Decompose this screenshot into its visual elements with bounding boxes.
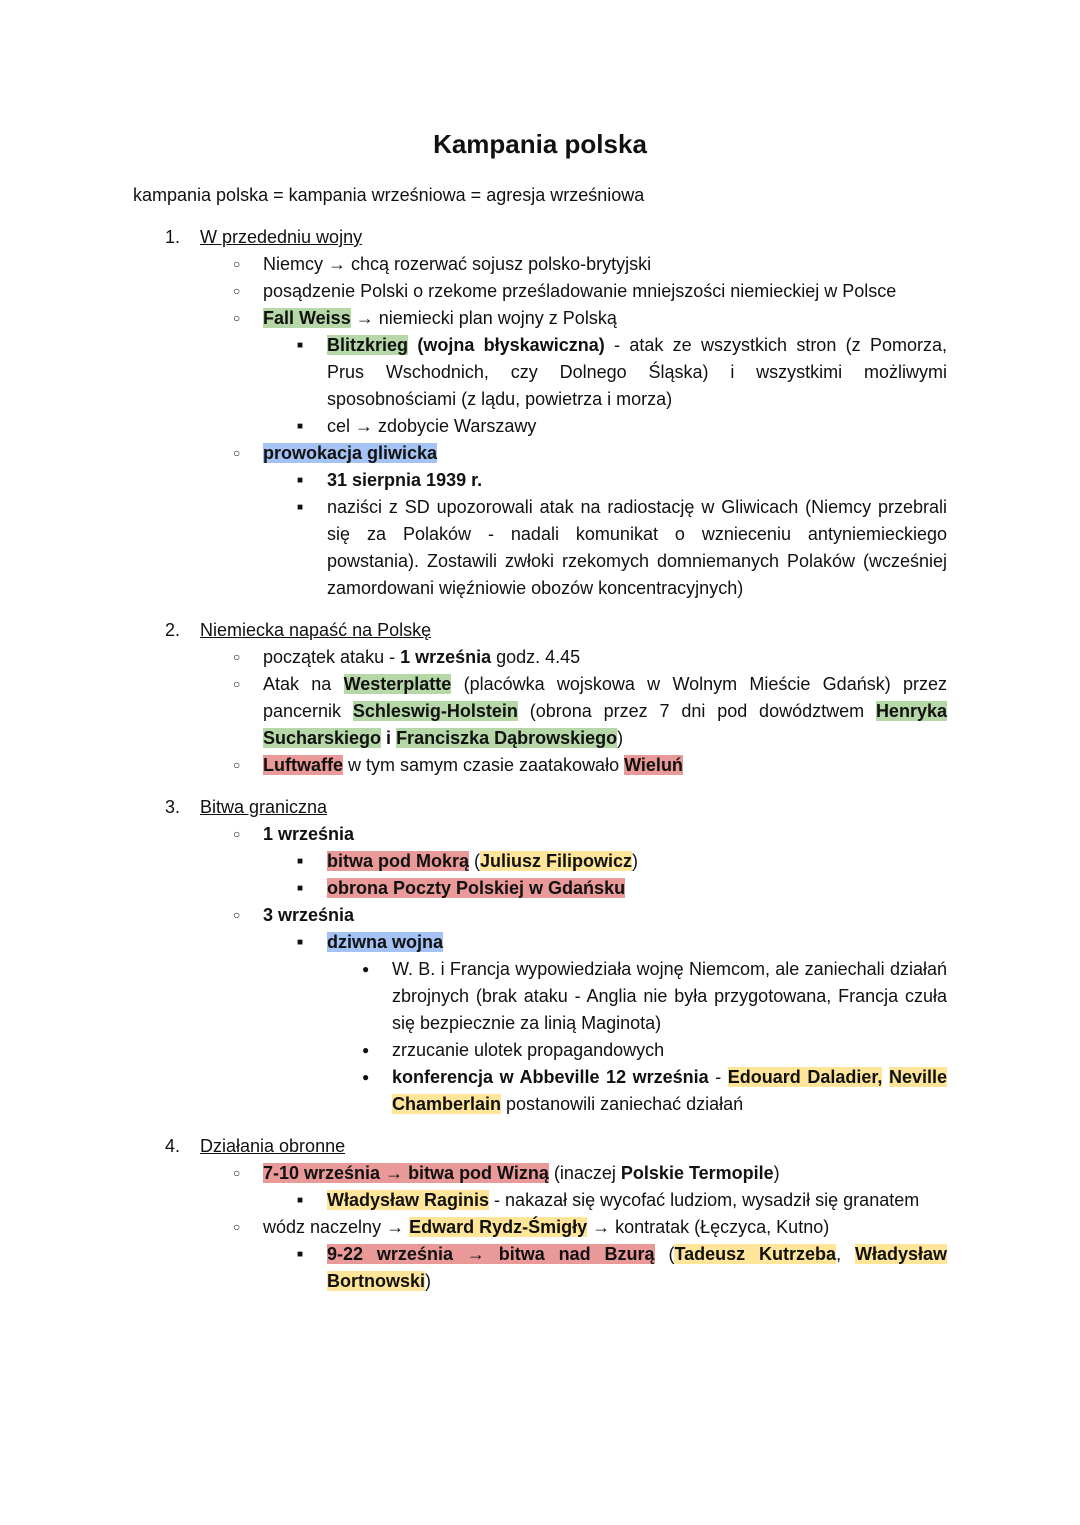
text-run: godz. 4.45	[491, 647, 581, 667]
list-marker: ○	[233, 677, 241, 691]
highlighted-text: Edouard Daladier,	[727, 1067, 883, 1087]
highlighted-text: Blitzkrieg	[327, 335, 409, 355]
text-run: zrzucanie ulotek propagandowych	[392, 1040, 665, 1060]
highlighted-text: dziwna wojna	[327, 932, 444, 952]
item-text	[263, 644, 947, 671]
list-item	[133, 224, 947, 251]
highlighted-text: obrona Poczty Polskiej w Gdańsku	[327, 878, 626, 898]
item-text	[263, 1160, 947, 1187]
item-text	[200, 1133, 947, 1160]
text-run: W. B. i Francja wypowiedziała wojnę Niemcom, ale zaniechali działań zbrojnych (brak ataku - Anglia nie była przygotowana, Francja czuła się bezpiecznie za linią Maginota)	[392, 959, 947, 1033]
item-text	[200, 794, 947, 821]
list-item	[133, 752, 947, 779]
highlighted-text: Fall Weiss	[263, 308, 351, 328]
text-run: Niemiecka napaść na Polskę	[200, 620, 432, 640]
list-marker: ○	[233, 446, 241, 460]
list-item	[133, 821, 947, 848]
text-run: (	[469, 851, 481, 871]
item-text	[200, 224, 947, 251]
list-item	[133, 413, 947, 440]
list-item	[133, 1160, 947, 1187]
text-run: Niemcy → chcą rozerwać sojusz polsko-brytyjski	[263, 254, 652, 274]
list-marker: ○	[233, 1220, 241, 1234]
text-run: 1 września	[263, 824, 355, 844]
highlighted-text: Władysław Raginis	[327, 1190, 490, 1210]
list-item	[133, 440, 947, 467]
list-marker: ○	[233, 257, 241, 271]
text-run: posądzenie Polski o rzekome prześladowanie mniejszości niemieckiej w Polsce	[263, 281, 897, 301]
item-text	[392, 1064, 947, 1118]
list-item	[133, 644, 947, 671]
list-item	[133, 1064, 947, 1118]
list-marker: ●	[362, 1043, 370, 1057]
list-marker: ■	[297, 340, 304, 351]
list-marker: ○	[233, 758, 241, 772]
list-marker: ○	[233, 650, 241, 664]
list-marker: ■	[297, 937, 304, 948]
highlighted-text: Luftwaffe	[263, 755, 343, 775]
item-text	[327, 413, 947, 440]
item-text	[327, 494, 947, 602]
item-text	[263, 305, 947, 332]
item-text	[392, 1037, 947, 1064]
list-item	[133, 251, 947, 278]
list-item	[133, 617, 947, 644]
item-text	[327, 929, 947, 956]
intro-paragraph: kampania polska = kampania wrześniowa = agresja wrześniowa	[133, 185, 645, 205]
item-text	[263, 821, 947, 848]
list-item	[133, 1187, 947, 1214]
item-text	[200, 617, 947, 644]
highlighted-text: 7-10 września → bitwa pod Wizną	[263, 1163, 549, 1183]
list-marker: ■	[297, 1249, 304, 1260]
list-marker: 3.	[165, 797, 181, 817]
text-run: 31 sierpnia 1939 r.	[327, 470, 483, 490]
item-text	[327, 875, 947, 902]
text-run: i	[381, 728, 397, 748]
text-run: (wojna błyskawiczna)	[417, 335, 605, 355]
list-item	[133, 467, 947, 494]
list-marker: ○	[233, 1166, 241, 1180]
list-item	[133, 671, 947, 752]
text-run	[882, 1067, 889, 1087]
list-item	[133, 1037, 947, 1064]
text-run: w tym samym czasie zaatakowało	[343, 755, 625, 775]
document-body	[133, 224, 947, 1295]
highlighted-text: Tadeusz Kutrzeba	[674, 1244, 837, 1264]
text-run: )	[773, 1163, 780, 1183]
item-text	[327, 1187, 947, 1214]
text-run: cel → zdobycie Warszawy	[327, 416, 537, 436]
text-run: (obrona przez 7 dni pod dowództwem	[517, 701, 876, 721]
text-run: (placówka wojskowa w Wolnym Mieście Gdańsk) przez pancernik	[263, 674, 947, 721]
item-text	[327, 467, 947, 494]
list-item	[133, 902, 947, 929]
list-item	[133, 1241, 947, 1295]
item-text	[263, 752, 947, 779]
list-item	[133, 848, 947, 875]
highlighted-text: Westerplatte	[343, 674, 452, 694]
list-item	[133, 332, 947, 413]
list-marker: 1.	[165, 227, 181, 247]
list-item	[133, 278, 947, 305]
list-item	[133, 494, 947, 602]
list-item	[133, 305, 947, 332]
text-run: Bitwa graniczna	[200, 797, 328, 817]
text-run: wódz naczelny →	[263, 1217, 410, 1237]
text-run: (inaczej	[548, 1163, 621, 1183]
text-run: Atak na	[263, 674, 344, 694]
item-text	[327, 848, 947, 875]
list-item	[133, 956, 947, 1037]
list-marker: ■	[297, 883, 304, 894]
list-item	[133, 929, 947, 956]
text-run: - atak ze wszystkich stron (z Pomorza, Prus Wschodnich, czy Dolnego Śląska) i wszystkimi możliwymi sposobnościami (z lądu, powietrza i morza)	[327, 335, 947, 409]
highlighted-text: Neville Chamberlain	[392, 1067, 947, 1114]
text-run: )	[632, 851, 639, 871]
highlighted-text: Wieluń	[624, 755, 683, 775]
list-marker: 4.	[165, 1136, 181, 1156]
text-run: 1 września	[400, 647, 492, 667]
text-run: Polskie Termopile	[620, 1163, 774, 1183]
highlighted-text: Juliusz Filipowicz	[480, 851, 633, 871]
list-marker: ○	[233, 827, 241, 841]
item-text	[392, 956, 947, 1037]
item-text	[263, 671, 947, 752]
item-text	[327, 332, 947, 413]
highlighted-text: Schleswig-Holstein	[352, 701, 518, 721]
text-run: Działania obronne	[200, 1136, 346, 1156]
text-run	[408, 335, 417, 355]
list-item	[133, 1214, 947, 1241]
text-run: ,	[836, 1244, 855, 1264]
text-run: W przededniu wojny	[200, 227, 363, 247]
list-marker: ●	[362, 1070, 370, 1084]
highlighted-text: 9-22 września → bitwa nad Bzurą	[327, 1244, 655, 1264]
text-run: -	[708, 1067, 728, 1087]
text-run: - nakazał się wycofać ludziom, wysadził się granatem	[489, 1190, 920, 1210]
item-text	[327, 1241, 947, 1295]
list-marker: ■	[297, 421, 304, 432]
item-text	[263, 1214, 947, 1241]
item-text	[263, 902, 947, 929]
highlighted-text: Władysław Bortnowski	[327, 1244, 947, 1291]
text-run: 3 września	[263, 905, 355, 925]
item-text	[263, 251, 947, 278]
item-text	[263, 440, 947, 467]
item-text	[263, 278, 947, 305]
highlighted-text: Edward Rydz-Śmigły	[409, 1217, 588, 1237]
text-run: (	[654, 1244, 675, 1264]
list-item	[133, 794, 947, 821]
list-item	[133, 875, 947, 902]
page-title: Kampania polska	[433, 129, 647, 159]
list-item	[133, 1133, 947, 1160]
list-marker: ○	[233, 908, 241, 922]
list-marker: ■	[297, 856, 304, 867]
list-marker: ○	[233, 284, 241, 298]
list-marker: ■	[297, 1195, 304, 1206]
text-run: → kontratak (Łęczyca, Kutno)	[587, 1217, 830, 1237]
list-marker: ■	[297, 475, 304, 486]
text-run: )	[617, 728, 624, 748]
text-run: początek ataku -	[263, 647, 401, 667]
list-marker: ○	[233, 311, 241, 325]
list-marker: ■	[297, 502, 304, 513]
highlighted-text: prowokacja gliwicka	[263, 443, 438, 463]
list-marker: 2.	[165, 620, 181, 640]
text-run: postanowili zaniechać działań	[501, 1094, 744, 1114]
list-marker: ●	[362, 962, 370, 976]
text-run: konferencja w Abbeville 12 września	[392, 1067, 709, 1087]
text-run: )	[425, 1271, 432, 1291]
text-run: naziści z SD upozorowali atak na radiostację w Gliwicach (Niemcy przebrali się za Polaków - nadali komunikat o wznieceniu antyniemieckiego powstania). Zostawili zwłoki rzekomych domniemanych Polaków (wcześniej zamordowani więźniowie obozów koncentracyjnych)	[327, 497, 947, 598]
highlighted-text: bitwa pod Mokrą	[327, 851, 470, 871]
text-run: → niemiecki plan wojny z Polską	[350, 308, 617, 328]
highlighted-text: Franciszka Dąbrowskiego	[396, 728, 618, 748]
highlighted-text: Henryka Sucharskiego	[263, 701, 947, 748]
